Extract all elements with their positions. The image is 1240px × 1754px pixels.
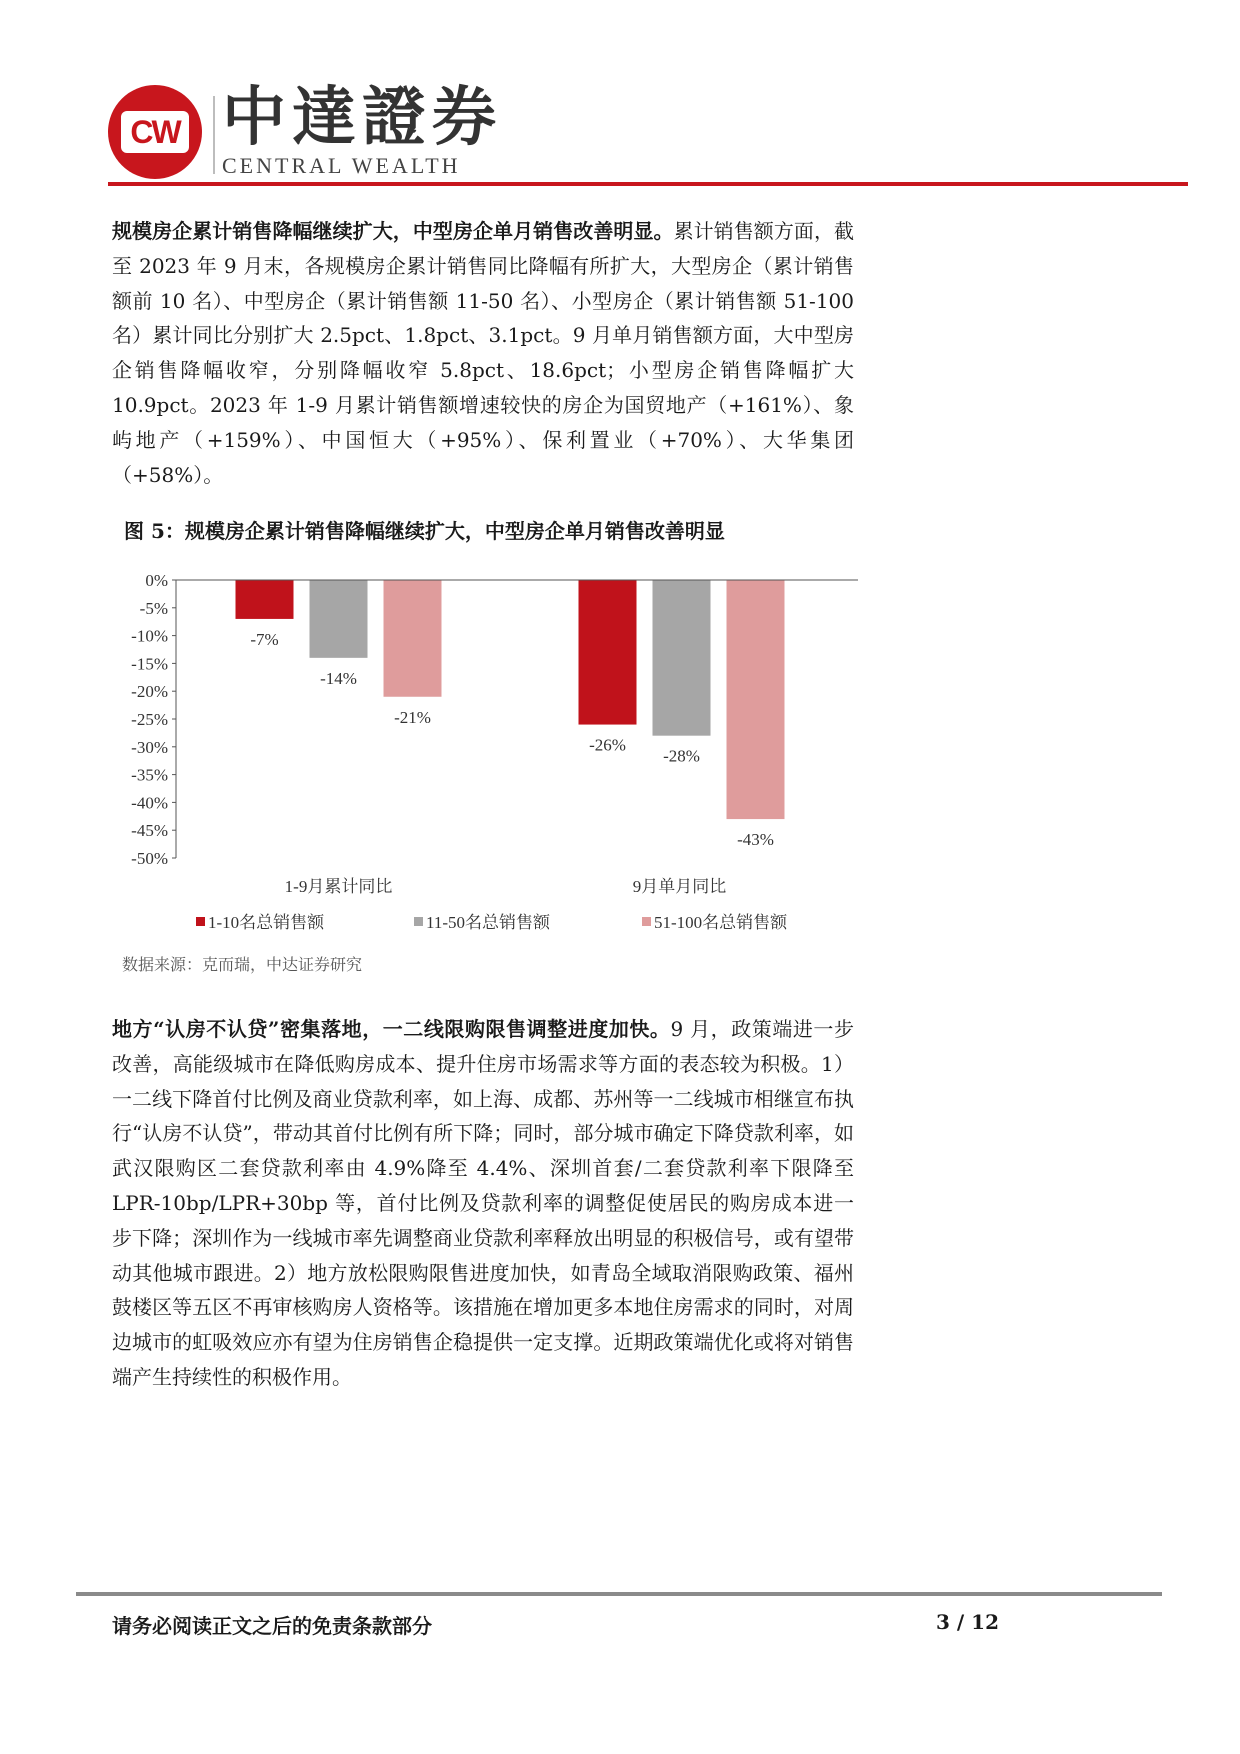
y-tick-label: -10% (131, 626, 168, 646)
footer-rule (76, 1592, 1162, 1596)
paragraph-policy (112, 1012, 854, 1395)
legend-label: 11-50名总销售额 (426, 913, 551, 932)
bar (236, 580, 294, 619)
data-label: -28% (663, 746, 700, 766)
y-axis (131, 571, 176, 868)
legend-swatch (196, 917, 205, 926)
legend-label: 51-100名总销售额 (654, 913, 788, 932)
data-label: -26% (589, 735, 626, 755)
brand-name-en: CENTRAL WEALTH (222, 153, 461, 178)
y-tick-label: -50% (131, 849, 168, 868)
figure-source: 数据来源：克而瑞，中达证券研究 (122, 955, 363, 974)
legend (196, 913, 788, 932)
y-tick-label: -30% (131, 737, 168, 757)
footer-disclaimer: 请务必阅读正文之后的免责条款部分 (112, 1614, 432, 1638)
y-tick-label: -40% (131, 793, 168, 813)
y-tick-label: -35% (131, 765, 168, 785)
data-label: -21% (394, 707, 431, 727)
legend-label: 1-10名总销售额 (208, 913, 325, 932)
data-label: -7% (250, 629, 279, 649)
bar (727, 580, 785, 819)
data-label: -43% (737, 830, 774, 850)
legend-swatch (414, 917, 423, 926)
figure-title: 图 5：规模房企累计销售降幅继续扩大，中型房企单月销售改善明显 (124, 519, 725, 543)
legend-swatch (642, 917, 651, 926)
data-label: -14% (320, 668, 357, 688)
y-tick-label: 0% (145, 571, 168, 590)
brand-name-cn: 中達證券 (222, 80, 502, 155)
paragraph-lead: 规模房企累计销售降幅继续扩大，中型房企单月销售改善明显。 (112, 219, 674, 243)
bar-chart (118, 566, 878, 936)
bars (236, 580, 785, 849)
bar (653, 580, 711, 736)
x-tick-label: 1-9月累计同比 (284, 877, 393, 896)
logo-mark (108, 85, 202, 179)
paragraph-lead: 地方“认房不认贷”密集落地，一二线限购限售调整进度加快。 (112, 1017, 671, 1041)
page-number: 3 / 12 (936, 1610, 999, 1634)
bar (384, 580, 442, 697)
y-tick-label: -20% (131, 682, 168, 702)
y-tick-label: -15% (131, 654, 168, 674)
paragraph-sales-scale (112, 214, 854, 492)
paragraph-body: 累计销售额方面，截至 2023 年 9 月末，各规模房企累计销售同比降幅有所扩大，大型房企（累计销售额前 10 名）、中型房企（累计销售额 11-50 名）、小型房企（累计销售额 51-100 名）累计同比分别扩大 2.5pct、1.8pct、3.1pct。9 月单月销售额方面，大中型房企销售降幅收窄，分别降幅收窄 5.8pct、18.6pct；小型房企销售降幅扩大 10.9pct。2023 年 1-9 月累计销售额增速较快的房企为国贸地产（+161%）、象屿地产（+159%）、中国恒大（+95%）、保利置业（+70%）、大华集团（+58%）。 (112, 219, 855, 487)
bar (579, 580, 637, 725)
logo-divider (213, 96, 215, 174)
x-tick-label: 9月单月同比 (632, 877, 727, 896)
logo-mark-text: CW (121, 111, 189, 153)
header-rule (108, 182, 1188, 186)
y-tick-label: -25% (131, 710, 168, 729)
y-tick-label: -5% (139, 598, 168, 618)
bar (310, 580, 368, 658)
y-tick-label: -45% (131, 821, 168, 841)
paragraph-body: 9 月，政策端进一步改善，高能级城市在降低购房成本、提升住房市场需求等方面的表态较为积极。1）一二线下降首付比例及商业贷款利率，如上海、成都、苏州等一二线城市相继宣布执行“认房不认贷”，带动其首付比例有所下降；同时，部分城市确定下降贷款利率，如武汉限购区二套贷款利率由 4.9%降至 4.4%、深圳首套/二套贷款利率下限降至 LPR-10bp/LPR+30bp 等，首付比例及贷款利率的调整促使居民的购房成本进一步下降；深圳作为一线城市率先调整商业贷款利率释放出明显的积极信号，或有望带动其他城市跟进。2）地方放松限购限售进度加快，如青岛全域取消限购政策、福州鼓楼区等五区不再审核购房人资格等。该措施在增加更多本地住房需求的同时，对周边城市的虹吸效应亦有望为住房销售企稳提供一定支撑。近期政策端优化或将对销售端产生持续性的积极作用。 (112, 1017, 854, 1389)
